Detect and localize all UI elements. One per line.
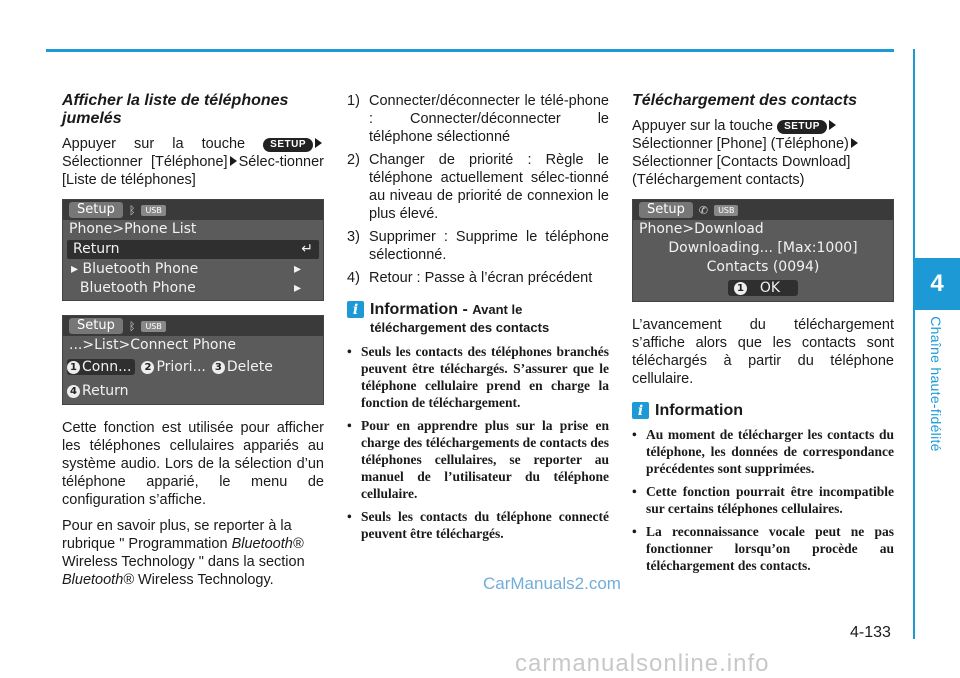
info-header-download: i Information - Avant le téléchargement des contacts [347,301,609,337]
arrow-right-icon [829,120,836,130]
info-header: i Information [632,402,894,420]
arrow-right-icon [315,138,322,148]
bullet-item: • Au moment de télécharger les contacts du téléphone, les données de correspondance précédentes sont supprimées. [632,427,894,476]
step-item: 2) Changer de priorité : Règle le téléphone actuellement sélec-tionné au niveau de priorité de connexion le plus élevé. [347,152,609,222]
bullet-item: • La reconnaissance vocale peut ne pas fonctionner lorsqu’on procède au téléchargement des contacts. [632,524,894,573]
instruction-paragraph: Appuyer sur la touche SETUP Sélectionner [Phone] (Téléphone) Sélectionner [Contacts Download] (Téléchargement contacts) [632,117,894,189]
column-3 [632,92,894,580]
screen-list-item: ▸ Bluetooth Phone ▸ [71,261,301,277]
screen-connect-phone [62,315,324,405]
chapter-title: Chaîne haute-fidélité [928,316,944,452]
softkey-return: 4 Return [67,383,128,399]
return-icon: ↵ [301,241,313,257]
step-item: 4) Retour : Passe à l’écran précédent [347,270,593,286]
chapter-tab: 4 [914,258,960,310]
screen-download [632,199,894,302]
header-rule [46,49,894,52]
ok-softkey: 1 OK [728,280,798,296]
softkey-connect: 1 Conn... [67,359,135,375]
screen-path: Phone>Phone List [69,221,197,237]
arrow-right-icon [851,138,858,148]
bullet-item: • Seuls les contacts du téléphone connecté peuvent être téléchargés. [347,509,609,541]
usb-icon: USB [141,321,165,332]
side-rule [913,49,915,639]
progress-paragraph: L’avancement du téléchargement s’affiche alors que les contacts sont téléchargés à partir du téléphone cellulaire. [632,317,894,387]
bluetooth-icon: ᛒ [128,203,136,217]
arrow-right-icon [230,156,237,166]
bluetooth-icon: ᛒ [128,319,136,333]
screen-path: ...>List>Connect Phone [69,337,236,353]
chevron-right-icon: ▸ [293,261,301,277]
chevron-right-icon: ▸ [293,280,301,296]
screen-list-item: Bluetooth Phone ▸ [79,280,301,296]
bullet-item: • Pour en apprendre plus sur la prise en charge des téléchargements de contacts des téléphones cellulaires, se reporter au manuel de l’utilisateur du téléphone cellulaire. [347,418,609,501]
screen-phone-list [62,199,324,301]
screen-path: Phone>Download [639,221,764,237]
column-1 [62,92,324,597]
instruction-paragraph: Appuyer sur la touche SETUP Sélectionner [Téléphone] Sélec-tionner [Liste de téléphones] [62,136,324,188]
softkey-priority: 2 Priori... [141,359,205,375]
bullet-item: • Seuls les contacts des téléphones branchés peuvent être téléchargés. S’assurer que le téléphone cellulaire prend en charge la fonction de téléchargement. [347,344,609,410]
contacts-count: Contacts (0094) [706,259,820,275]
reference-paragraph: Pour en savoir plus, se reporter à la rubrique " Programmation Bluetooth® Wireless Technology " dans la section Bluetooth® Wireless Technology. [62,518,305,588]
download-status: Downloading... [Max:1000] [668,240,858,256]
setup-key-icon: SETUP [777,120,827,134]
softkey-delete: 3 Delete [212,359,273,375]
page-number: 4-133 [850,624,891,641]
description-paragraph: Cette fonction est utilisée pour afficher les téléphones cellulaires appariés au système audio. Lors de la sélection d’un téléphone apparié, le menu de configuration s’affiche. [62,420,324,508]
usb-icon: USB [714,205,738,216]
section-heading-paired-list: Afficher la liste de téléphones jumelés [62,92,289,127]
bullet-item: • Cette fonction pourrait être incompatible sur certains téléphones cellulaires. [632,484,894,516]
section-heading-contacts-download: Téléchargement des contacts [632,92,857,109]
watermark-link: CarManuals2.com [483,574,621,593]
steps-list [347,92,609,287]
step-item: 3) Supprimer : Supprime le téléphone sélectionné. [347,229,609,263]
screen-tag: Setup [69,202,123,218]
usb-icon: USB [141,205,165,216]
step-item: 1) Connecter/déconnecter le télé-phone : Connecter/déconnecter le téléphone sélectionné [347,93,609,145]
phone-icon: ✆ [698,203,709,217]
setup-key-icon: SETUP [263,138,313,152]
info-icon: i [347,301,364,318]
info-bullets [632,426,894,574]
screen-tag: Setup [69,318,123,334]
screen-return-item: Return ↵ [67,240,319,259]
info-icon: i [632,402,649,419]
info-bullets [347,343,609,542]
column-2 [347,92,609,548]
footer-watermark: carmanualsonline.info [515,650,770,677]
screen-tag: Setup [639,202,693,218]
